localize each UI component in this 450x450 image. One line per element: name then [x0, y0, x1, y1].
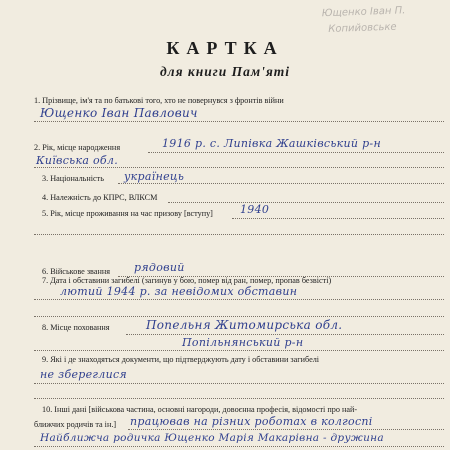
corner-pencil-note	[321, 2, 448, 38]
field-5-line-1	[232, 218, 444, 219]
field-1-value: Ющенко Іван Павлович	[40, 106, 198, 120]
field-10-label-1: 10. Інші дані [військова частина, основні нагороди, довоєнна професія, відомості про най-	[42, 405, 358, 414]
field-9-value: не збереглися	[40, 368, 128, 381]
field-2-line-2	[34, 167, 444, 168]
field-5-line-2	[34, 234, 444, 235]
corner-note-line-1: Ющенко Іван П.	[321, 5, 406, 20]
field-10-line-2	[34, 446, 444, 447]
field-3-value: українець	[124, 170, 185, 183]
card-title: КАРТКА	[166, 38, 284, 58]
field-4-line	[168, 202, 444, 203]
field-3-line	[118, 183, 444, 184]
field-6-value: рядовий	[134, 261, 185, 274]
field-2-value-2: Київська обл.	[36, 154, 119, 167]
field-5-value: 1940	[240, 203, 270, 216]
field-1-label: 1. Прізвище, ім'я та по батькові того, хто не повернувся з фронтів війни	[34, 96, 284, 105]
field-10-value-1: працював на різних роботах в колгоспі	[130, 415, 373, 428]
field-9-label: 9. Які і де знаходяться документи, що підтверджують дату і обставини загибелі	[42, 355, 320, 364]
field-9-line-1	[34, 383, 444, 384]
field-8-value-2: Попільнянський р-н	[182, 336, 304, 349]
field-2-label: 2. Рік, місце народження	[34, 143, 121, 152]
field-10-label-2: ближчих родичів та ін.]	[34, 420, 117, 429]
corner-note-line-2: Копийовське	[328, 21, 397, 35]
field-7-label: 7. Дата і обставини загибелі (загинув у бою, помер від ран, помер, пропав безвісті)	[42, 276, 332, 285]
field-2-value-1: 1916 р. с. Липівка Жашківський р-н	[162, 137, 381, 150]
field-9-line-2	[34, 398, 444, 399]
field-8-line-1	[126, 334, 444, 335]
card-subtitle: для книги Пам'яті	[159, 64, 291, 79]
field-8-value-1: Попельня Житомирська обл.	[146, 318, 343, 332]
field-8-line-2	[34, 350, 444, 351]
field-2-line-1	[148, 152, 444, 153]
field-7-line-1	[34, 299, 444, 300]
field-7-line-2	[34, 316, 444, 317]
field-3-label: 3. Національність	[42, 174, 104, 183]
field-7-value: лютий 1944 р. за невідомих обставин	[60, 285, 298, 298]
field-4-label: 4. Належність до КПРС, ВЛКСМ	[42, 193, 158, 202]
field-10-value-2: Найближча родичка Ющенко Марія Макарівна - дружина	[40, 432, 384, 444]
field-8-label: 8. Місце поховання	[42, 323, 110, 332]
field-6-label: 6. Військове звання	[42, 267, 110, 276]
field-5-label: 5. Рік, місце проживання на час призову [вступу]	[42, 209, 213, 218]
field-10-line-1	[128, 429, 444, 430]
field-1-line	[34, 121, 444, 122]
